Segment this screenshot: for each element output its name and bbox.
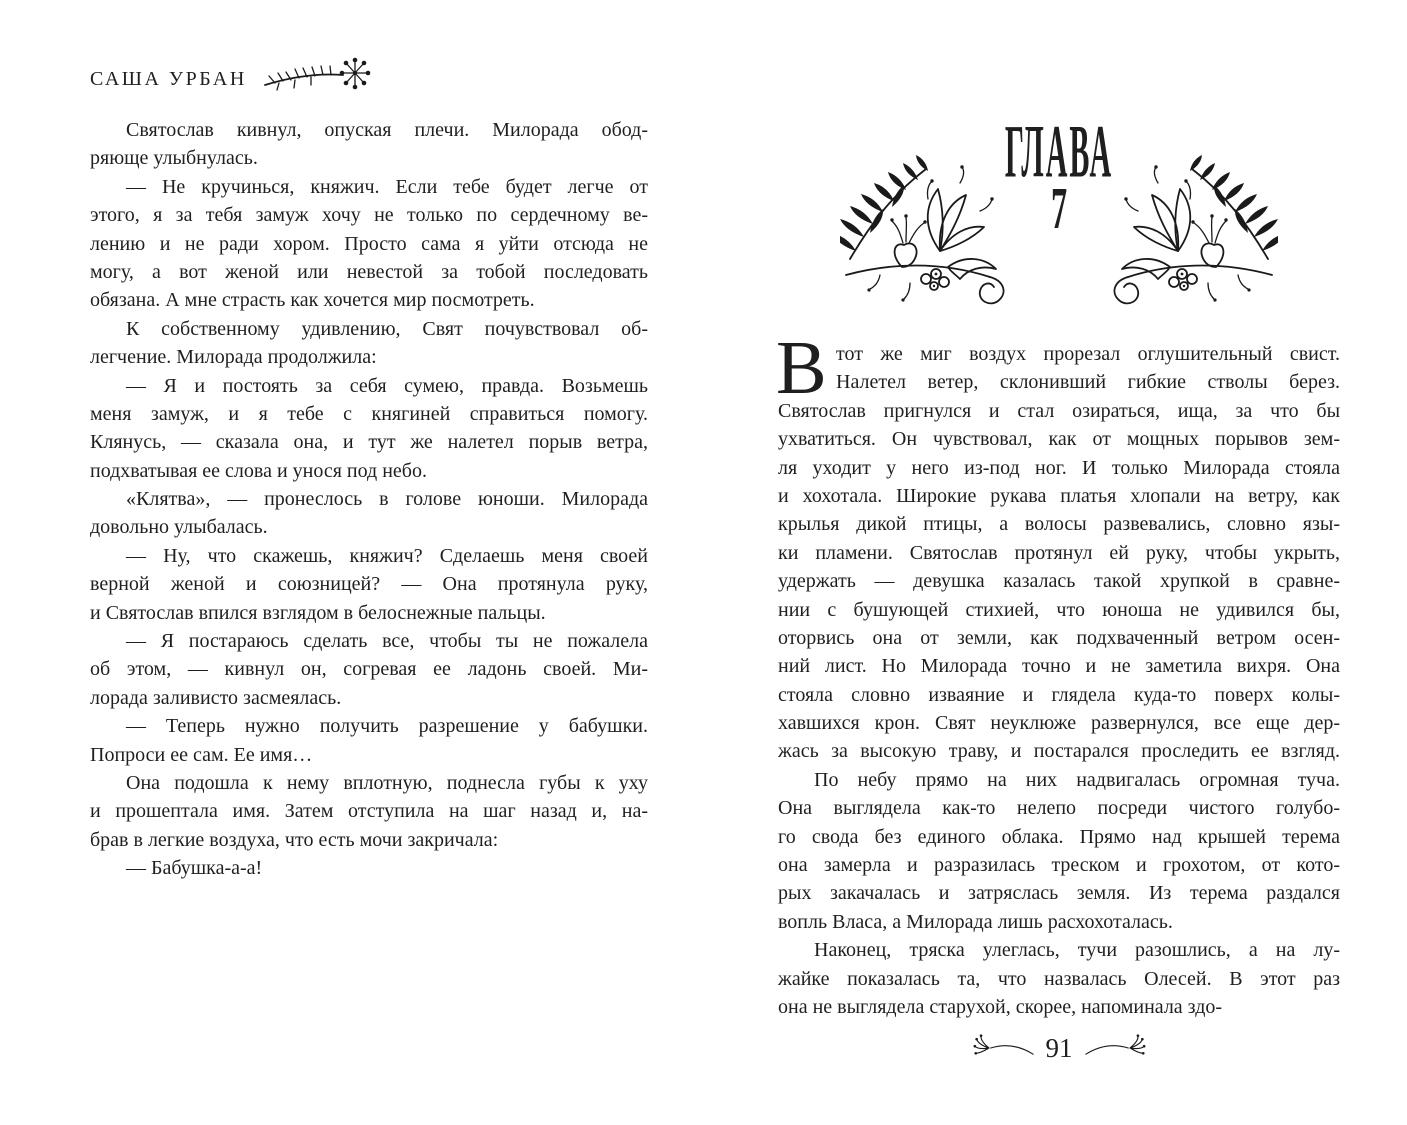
text-line: могу, а вот женой или невестой за тобой последовать xyxy=(90,260,648,283)
text-line: Она подошла к нему вплотную, поднесла губы к уху xyxy=(126,771,648,794)
footer-sprig-left-icon xyxy=(972,1033,1036,1063)
text-line: лорада заливисто засмеялась. xyxy=(90,686,342,709)
right-page-lines xyxy=(778,340,1340,1021)
text-line: вопль Власа, а Милорада лишь расхохоталась. xyxy=(778,910,1173,933)
footer-sprig-right-icon xyxy=(1083,1033,1147,1063)
text-line: жась за высокую траву, и постарался проследить ее взгляд. xyxy=(778,740,1340,763)
right-page-text xyxy=(776,326,1340,1021)
text-line: крылья дикой птицы, а волосы развевались, словно язы- xyxy=(778,513,1340,536)
text-line: она замерла и разразилась треском и грохотом, от кото- xyxy=(778,854,1340,877)
text-line: — Я постараюсь сделать все, чтобы ты не пожалела xyxy=(126,630,648,653)
text-line: Она выглядела как-то нелепо посреди чистого голубо- xyxy=(778,797,1340,820)
chapter-label: ГЛАВА xyxy=(1004,110,1114,193)
text-line: — Не кручинься, княжич. Если тебе будет легче от xyxy=(126,175,648,198)
text-line: — Я и постоять за себя сумею, правда. Возьмешь xyxy=(126,374,648,397)
chapter-heading xyxy=(778,110,1340,325)
page-number: 91 xyxy=(1045,1032,1073,1063)
text-line: Налетел ветер, склонивший гибкие стволы берез. xyxy=(836,371,1340,394)
text-line: рых закачалась и затряслась земля. Из терема раздался xyxy=(778,882,1340,905)
text-line: нии с бушующей стихией, что юноша не удивился бы, xyxy=(778,598,1340,621)
text-line: и хохотала. Широкие рукава платья хлопали на ветру, как xyxy=(778,484,1340,507)
text-line: удержать — девушка казалась такой хрупкой в сравне- xyxy=(778,570,1340,593)
text-line: и Святослав впился взглядом в белоснежные пальцы. xyxy=(90,601,546,624)
text-line: меня замуж, и я тебе с княгиней справиться помогу. xyxy=(90,402,648,425)
text-line: ки пламени. Святослав протянул ей руку, чтобы укрыть, xyxy=(778,541,1340,564)
page-footer xyxy=(778,1033,1340,1063)
text-line: верной женой и союзницей? — Она протянула руку, xyxy=(90,573,648,596)
text-line: ний лист. Но Милорада точно и не заметила вихря. Она xyxy=(778,655,1340,678)
drop-cap: В xyxy=(776,326,827,410)
text-line: — Бабушка-а-а! xyxy=(126,857,263,880)
author-name: САША УРБАН xyxy=(90,67,247,90)
text-line: брав в легкие воздуха, что есть мочи закричала: xyxy=(90,828,499,851)
text-line: К собственному удивлению, Свят почувствовал об- xyxy=(126,317,648,340)
text-line: Святослав пригнулся и стал озираться, ища, за что бы xyxy=(778,399,1340,422)
twig-starburst-icon xyxy=(263,54,375,98)
left-page-text xyxy=(90,116,648,883)
chapter-number: 7 xyxy=(1050,176,1068,242)
text-line: легчение. Милорада продолжила: xyxy=(90,346,377,369)
text-line: — Ну, что скажешь, княжич? Сделаешь меня своей xyxy=(126,544,648,567)
text-line: го свода без единого облака. Прямо над крышей терема xyxy=(778,825,1340,848)
running-header xyxy=(90,60,648,98)
text-line: она не выглядела старухой, скорее, напоминала здо- xyxy=(778,995,1223,1018)
floral-ornament-left-icon xyxy=(840,155,1015,305)
text-line: оторвись она от земли, как подхваченный ветром осен- xyxy=(778,626,1340,649)
text-line: обязана. А мне страсть как хочется мир посмотреть. xyxy=(90,289,535,312)
text-line: жайке показалась та, что назвалась Олесей. В этот раз xyxy=(778,967,1340,990)
text-line: этого, я за тебя замуж хочу не только по сердечному ве- xyxy=(90,204,648,227)
text-line: и прошептала имя. Затем отступила на шаг назад и, на- xyxy=(90,800,648,823)
text-line: ухватиться. Он чувствовал, как от мощных порывов зем- xyxy=(778,428,1340,451)
text-line: подхватывая ее слова и унося под небо. xyxy=(90,459,427,482)
text-line: стояла словно изваяние и глядела куда-то поверх колы- xyxy=(778,683,1340,706)
text-line: Клянусь, — сказала она, и тут же налетел порыв ветра, xyxy=(90,431,648,454)
text-line: тот же миг воздух прорезал оглушительный свист. xyxy=(836,343,1340,365)
text-line: Святослав кивнул, опуская плечи. Милорада обод- xyxy=(126,119,648,141)
text-line: хавшихся крон. Свят неуклюже развернулся, все еще дер- xyxy=(778,712,1340,735)
text-line: об этом, — кивнул он, согревая ее ладонь своей. Ми- xyxy=(90,658,648,681)
text-line: По небу прямо на них надвигалась огромная туча. xyxy=(814,768,1340,791)
text-line: ля уходит у него из-под ног. И только Милорада стояла xyxy=(778,456,1340,479)
text-line: Попроси ее сам. Ее имя… xyxy=(90,743,313,766)
text-line: лению и не ради хором. Просто сама я уйти отсюда не xyxy=(90,232,648,255)
text-line: Наконец, тряска улеглась, тучи разошлись, а на лу- xyxy=(814,939,1340,962)
floral-ornament-right-icon xyxy=(1103,155,1278,305)
text-line: довольно улыбалась. xyxy=(90,516,268,539)
text-line: «Клятва», — пронеслось в голове юноши. Милорада xyxy=(126,488,648,511)
text-line: ряюще улыбнулась. xyxy=(90,147,258,170)
text-line: — Теперь нужно получить разрешение у бабушки. xyxy=(126,715,648,738)
